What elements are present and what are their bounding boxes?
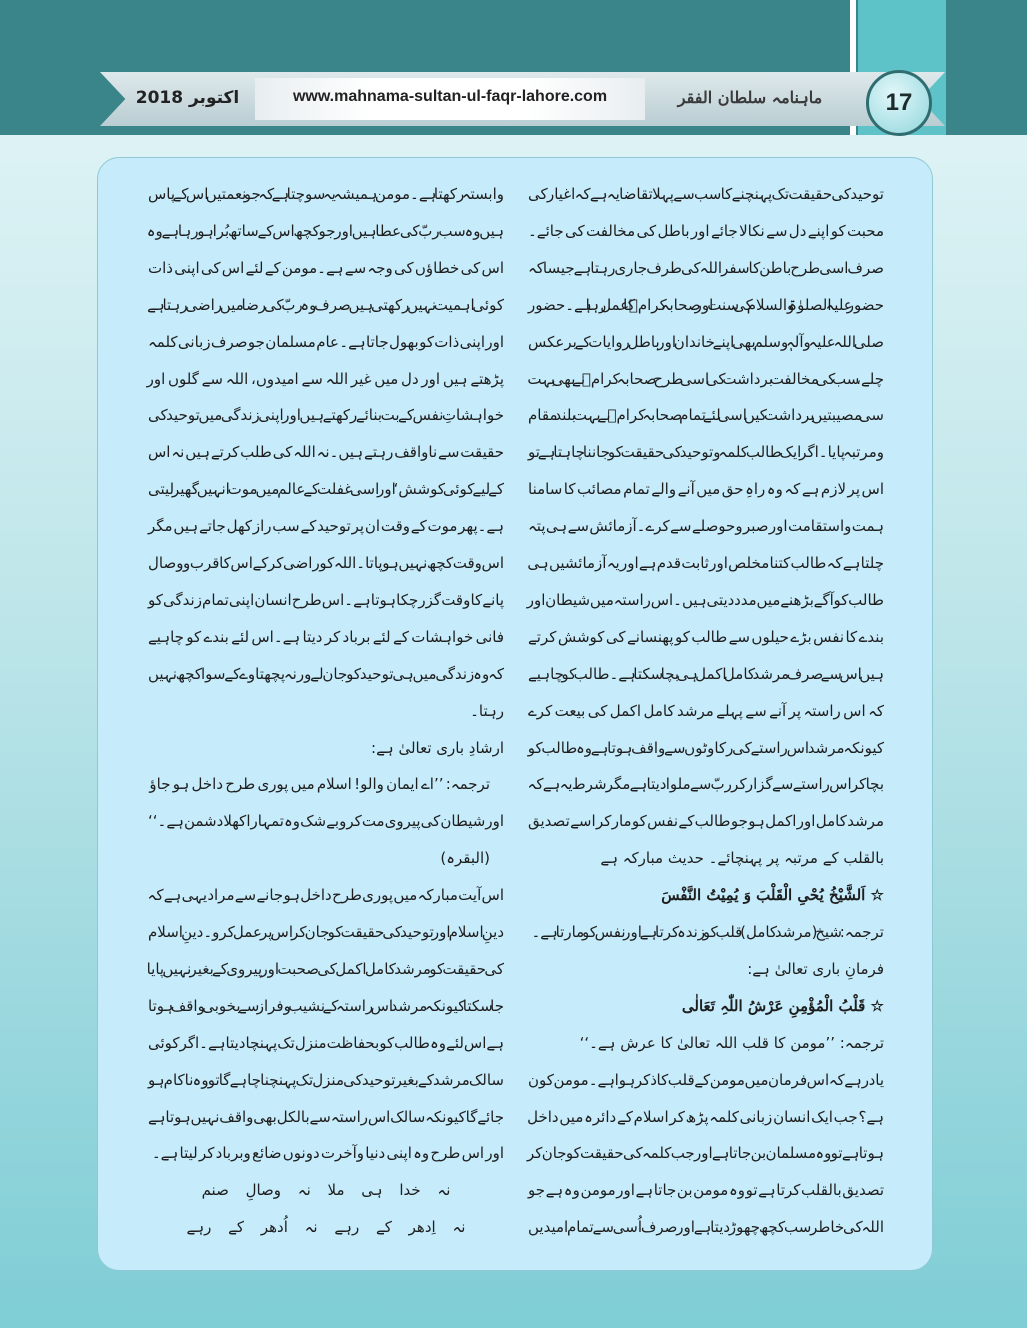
arabic-quote-line: ☆ قَلْبُ الْمُؤْمِنِ عَرْشُ اللّٰہِ تَعَالٰی — [681, 996, 884, 1015]
text-line: جائے گا کیونکہ سالک اس راستہ سے بالکل بھی واقف نہیں ہوتا ہے — [148, 1107, 504, 1126]
text-line: صرف اسی طرح باطن کا سفر اللہ کی طرف جاری رہتا ہے جیسا کہ — [528, 258, 884, 277]
text-line: ترجمہ: شیخ (مرشد کامل) قلب کو زندہ کرتا ہے اور نفس کو مارتا ہے۔ — [531, 923, 884, 941]
text-line: کہ اس راستہ پر آنے سے پہلے مرشد کامل اکمل کی بیعت کرے — [528, 701, 884, 720]
text-line: حضور علیہ الصلوٰۃ والسلام کی سنت اور صحابہ کرامؓ کا عمل رہا ہے۔حضور — [528, 295, 884, 314]
text-line: کہ وہ زندگی میں ہی توحید کو جان لے ورنہ پچھتاوے کے سوا کچھ نہیں — [148, 664, 504, 683]
text-line: ہیں اس سے صرف مرشد کامل اکمل ہی بچا سکتا ہے۔طالب کو چاہیے — [528, 664, 884, 683]
text-line: سالک مرشد کے بغیر توحید کی منزل تک پہنچنا چاہے گا تو وہ ناکام ہو — [148, 1070, 504, 1089]
text-line: نہ اِدھر کے رہے نہ اُدھر کے رہے — [186, 1218, 466, 1237]
text-line: کی حقیقت کو مرشد کامل اکمل کی صحبت اور پیروی کے بغیر نہیں پایا — [146, 959, 504, 978]
text-line: بالقلب کے مرتبہ پر پہنچائے۔ حدیث مبارکہ ہے — [600, 849, 884, 868]
text-line: ترجمہ: ’’اے ایمان والو! اسلام میں پوری طرح داخل ہو جاؤ — [149, 775, 490, 794]
text-line: ہمت واستقامت اور صبر وحوصلے سے کرے۔آزمائش سے ہی پتہ — [528, 517, 884, 536]
text-line: مرشد کامل اور اکمل ہو جو طالب کے نفس کو مار کر اسے تصدیق — [528, 812, 884, 831]
text-line: اس پر لازم ہے کہ وہ راہِ حق میں آنے والے تمام مصائب کا سامنا — [528, 480, 884, 499]
text-line: چلتا ہے کہ طالب کتنا مخلص اور ثابت قدم ہے اور یہ آزمائشیں ہی — [527, 554, 884, 572]
text-line: طالب کو آگے بڑھنے میں مدد دیتی ہیں۔اس راستہ میں شیطان اور — [526, 590, 884, 609]
text-line: اس آیت مبارکہ میں پوری طرح داخل ہو جانے سے مراد یہی ہے کہ — [147, 886, 504, 905]
text-line: ومرتبہ پایا۔اگر ایک طالب کلمہ وتوحید کی حقیقت کو جاننا چاہتا ہے تو — [528, 443, 884, 462]
text-line: کیونکہ مرشد اس راستے کی رکاوٹوں سے واقف ہوتا ہے وہ طالب کو — [527, 738, 884, 757]
text-line: فانی خواہشات کے لئے برباد کر دیتا ہے۔اس لئے بندے کو چاہیے — [148, 627, 504, 646]
text-line: بچا کر اس راستے سے گزار کر ربّ سے ملوا دیتا ہے مگر شرط یہ ہے کہ — [527, 775, 884, 794]
text-line: ہیں وہ سب ربّ کی عطا ہیں اور جو کچھ اس کے ساتھ بُرا ہو رہا ہے وہ — [146, 221, 504, 240]
text-line: اس کی خطاؤں کی وجہ سے ہے۔مومن کے لئے اس کی اپنی ذات — [148, 258, 504, 277]
magazine-logo: ماہنامہ سلطان الفقر — [677, 88, 823, 107]
text-line: اللہ کی خاطر سب کچھ چھوڑ دیتا ہے اور صرف اُسی سے تمام امیدیں — [528, 1218, 884, 1237]
text-line: ہے۔پھر موت کے وقت ان پر توحید کے سب راز کھل جاتے ہیں مگر — [148, 517, 504, 536]
text-line: نہ خدا ہی ملا نہ وصالِ صنم — [201, 1181, 451, 1200]
text-line: چلے، سب کی مخالفت برداشت کی اسی طرح صحابہ کرامؓ نے بھی بہت — [527, 369, 884, 388]
text-line: سی مصیبتیں برداشت کیں اسی لئے تمام صحابہ کرامؓ نے بہت بلند مقام — [528, 406, 884, 425]
website-url[interactable]: www.mahnama-sultan-ul-faqr-lahore.com — [292, 88, 608, 105]
text-line: ہے؟ جب ایک انسان زبانی کلمہ پڑھ کر اسلام کے دائرہ میں داخل — [527, 1107, 884, 1126]
text-line: رہتا۔ — [470, 701, 504, 720]
text-line: وابستہ رکھتا ہے۔مومن ہمیشہ یہ سوچتا ہے کہ جو نعمتیں اس کے پاس — [148, 185, 504, 203]
text-line: تصدیق بالقلب کرتا ہے تو وہ مومن بن جاتا ہے اور مومن وہ ہے جو — [528, 1181, 884, 1200]
text-line: ترجمہ: ’’مومن کا قلب اللہ تعالیٰ کا عرش ہے۔‘‘ — [579, 1033, 884, 1052]
text-line: ہوتا ہے تو وہ مسلمان بن جاتا ہے اور جب کلمہ کی حقیقت کو جان کر — [527, 1144, 884, 1163]
text-line: محبت کو اپنے دل سے نکالا جائے اور باطل کی مخالفت کی جائے۔ — [528, 221, 884, 240]
text-line: کے لیے کوئی کوشش‘ اور اسی غفلت کے عالم میں موت انہیں گھیر لیتی — [148, 480, 504, 499]
text-line: دینِ اسلام اور توحید کی حقیقت کو جان کر اس پر عمل کرو۔دینِ اسلام — [148, 923, 504, 941]
text-line: صلی اللہ علیہ وآلہٖ وسلم بھی اپنے خاندان اور باطل روایات کے برعکس — [528, 332, 884, 351]
text-line: اس وقت کچھ نہیں ہو پاتا۔اللہ کو راضی کر کے اس کا قرب و وصال — [148, 554, 504, 572]
text-line: پڑھتے ہیں اور دل میں غیر اللہ سے امیدوں، اللہ سے گلوں اور — [146, 369, 504, 388]
text-line: حقیقت سے ناواقف رہتے ہیں۔نہ اللہ کی طلب کرتے ہیں نہ اس — [148, 443, 504, 462]
text-line: جا سکتا کیونکہ مرشد اس راستہ کے نشیب وفراز سے بخوبی واقف ہوتا — [148, 996, 504, 1015]
text-line: یاد رہے کہ اس فرمان میں مومن کے قلب کا ذکر ہوا ہے۔مومن کون — [528, 1070, 884, 1089]
text-line: پانے کا وقت گزر چکا ہوتا ہے۔اس طرح انسان اپنی تمام زندگی کو — [148, 590, 504, 609]
text-line: خواہشاتِ نفس کے بت بنائے رکھتے ہیں اور اپنی زندگی میں توحید کی — [148, 406, 504, 425]
text-line: اور شیطان کی پیروی مت کرو بے شک وہ تمہارا کھلا دشمن ہے۔‘‘ — [148, 812, 504, 831]
text-line: اور اس طرح وہ اپنی دنیا وآخرت دونوں ضائع وبرباد کر لیتا ہے۔ — [151, 1144, 504, 1163]
text-line: کوئی اہمیت نہیں رکھتی ہیں صرف وہ ربّ کی رضا میں راضی رہتا ہے — [147, 295, 504, 314]
text-line: ارشادِ باری تعالیٰ ہے: — [371, 738, 504, 757]
page-number: 17 — [866, 70, 932, 136]
text-line: بندے کا نفس بڑے حیلوں سے طالب کو پھنسانے کی کوشش کرتے — [528, 627, 884, 646]
text-line: توحید کی حقیقت تک پہنچنے کا سب سے پہلا تقاضا یہ ہے کہ اغیار کی — [528, 185, 884, 203]
text-line: فرمانِ باری تعالیٰ ہے: — [747, 959, 884, 978]
text-line: ہے اس لئے وہ طالب کو بحفاظت منزل تک پہنچا دیتا ہے۔اگر کوئی — [148, 1033, 504, 1052]
arabic-quote-line: ☆ اَلشَّیْخُ یُحْیِ الْقَلْبَ وَ یُمِیْتُ النَّفْسَ — [661, 886, 884, 905]
text-line: اور اپنی ذات کو بھول جاتا ہے۔ عام مسلمان جو صرف زبانی کلمہ — [148, 332, 504, 351]
issue-date: اکتوبر 2018 — [135, 88, 240, 108]
text-line: (البقرہ) — [440, 849, 490, 868]
